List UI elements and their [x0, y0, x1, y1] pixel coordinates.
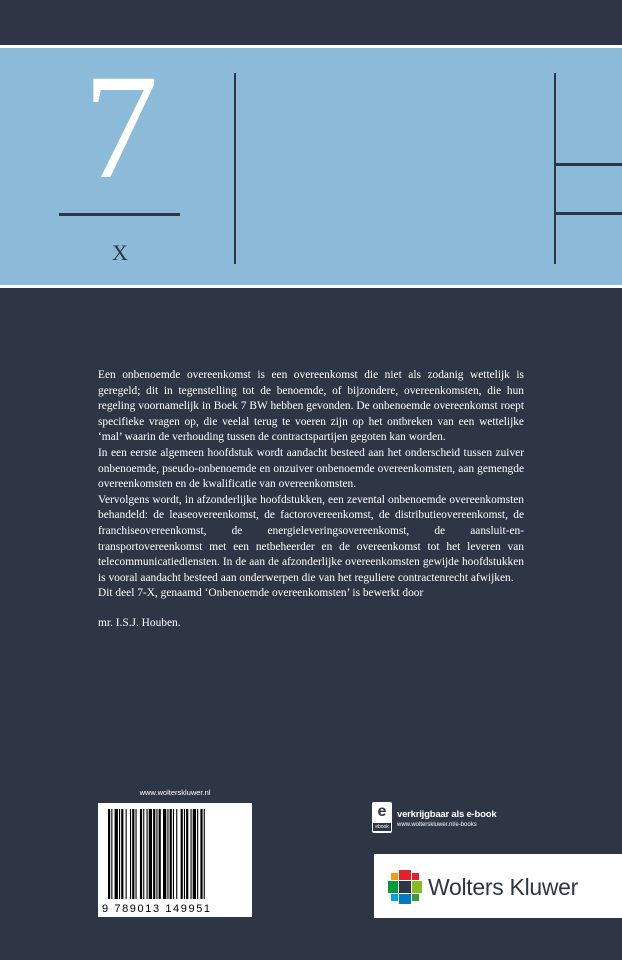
barcode-bar — [136, 809, 137, 899]
barcode-bar — [130, 809, 131, 899]
barcode-bar — [181, 809, 183, 899]
vertical-rule-left — [234, 73, 236, 264]
barcode-bars — [98, 803, 252, 903]
ebook-icon-letter: e — [377, 803, 387, 820]
barcode-bar — [193, 809, 196, 899]
barcode-bar — [149, 809, 152, 899]
barcode-bar — [153, 809, 155, 899]
ebook-url: www.wolterskluwer.nl/e-books — [397, 822, 477, 828]
barcode-bar — [143, 809, 144, 899]
barcode-bar — [108, 809, 110, 899]
barcode-bar — [126, 809, 127, 899]
publisher-logo-box — [374, 854, 622, 918]
horizontal-rule-bottom — [556, 212, 622, 215]
barcode-bar — [132, 809, 134, 899]
barcode-bar — [159, 809, 161, 899]
barcode-bar — [121, 809, 123, 899]
barcode-bar — [115, 809, 118, 899]
isbn-digits: 9 789013 149951 — [102, 903, 212, 915]
volume-divider — [59, 213, 180, 216]
barcode-bar — [176, 809, 177, 899]
barcode-bar — [170, 809, 172, 899]
barcode-bar — [156, 809, 157, 899]
website-url: www.wolterskluwer.nl — [139, 788, 211, 797]
barcode-bar — [111, 809, 112, 899]
ebook-title: verkrijgbaar als e-book — [397, 809, 497, 820]
blurb-paragraph-2: In een eerste algemeen hoofdstuk wordt aandacht besteed aan het onderscheid tussen zuiver onbenoemde, pseudo-onbenoemde en onzuiver onbenoemde overeenkomsten, aan gemengde overeenkomsten en de kwalificatie van overeenkomsten. — [98, 446, 524, 491]
blurb-paragraph-3: Vervolgens wordt, in afzonderlijke hoofdstukken, een zevental onbenoemde overeenkomsten behandeld: de leaseovereenkomst, de factorovereenkomst, de distributieovereenkomst, de franchiseovereenkomst, de energieleveringsovereenkomst, de aansluit-en-transportovereenkomst met een netbeheerder en de overeenkomst tot het leveren van telecommunicatiediensten. In de aan de afzonderlijke overeenkomsten gewijde hoofdstukken is vooral aandacht besteed aan onderwerpen die van het reguliere contractenrecht afwijken. — [98, 493, 524, 584]
volume-subtitle: X — [112, 240, 128, 265]
back-cover-blurb — [98, 368, 524, 632]
ebook-icon-label: ebook — [373, 823, 391, 831]
barcode-bar — [200, 809, 202, 899]
barcode-bar — [147, 809, 148, 899]
wolters-kluwer-logo-icon — [388, 870, 422, 904]
barcode-bar — [184, 809, 185, 899]
barcode-bar — [167, 809, 168, 899]
blurb-author: mr. I.S.J. Houben. — [98, 616, 181, 629]
barcode-bar — [204, 809, 205, 899]
publisher-name: Wolters Kluwer — [428, 874, 579, 900]
barcode-bar — [197, 809, 198, 899]
ebook-icon — [372, 802, 392, 833]
blurb-paragraph-1: Een onbenoemde overeenkomst is een overeenkomst die niet als zodanig wettelijk is geregeld; dit in tegenstelling tot de benoemde, of bijzondere, overeenkomsten, die hun regeling voornamelijk in Boek 7 BW hebben gevonden. De onbenoemde overeenkomst roept specifieke vragen op, die veelal terug te voeren zijn op het ontbreken van een wettelijke ‘mal’ waarin de verhouding tussen de contractspartijen gegoten kan worden. — [98, 369, 524, 444]
barcode-bar — [140, 809, 142, 899]
barcode-bar — [191, 809, 192, 899]
isbn-barcode — [98, 803, 252, 917]
vertical-rule-right — [554, 73, 556, 264]
horizontal-rule-top — [556, 163, 622, 166]
blurb-paragraph-4: Dit deel 7-X, genaamd ‘Onbenoemde overeenkomsten’ is bewerkt door — [98, 587, 424, 600]
barcode-bar — [119, 809, 120, 899]
barcode-bar — [163, 809, 166, 899]
volume-number: 7 — [83, 44, 159, 210]
barcode-bar — [186, 809, 188, 899]
barcode-bar — [173, 809, 174, 899]
